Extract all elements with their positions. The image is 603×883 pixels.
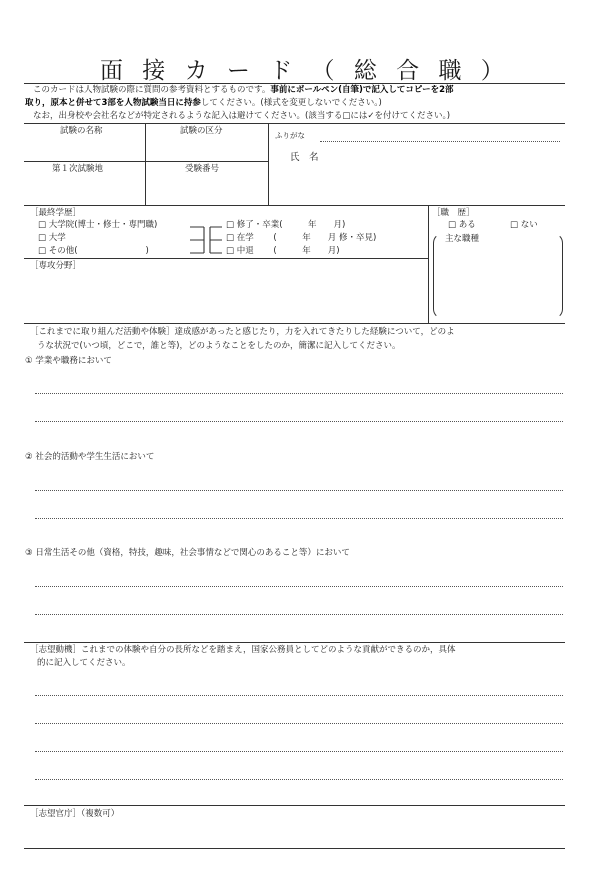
education-heading: ［最終学歴］ [30,208,82,218]
education-option-other[interactable]: □ その他( ) [38,246,149,256]
education-status-completed[interactable]: □ 修了・卒業( 年 月) [226,220,346,230]
desired-office-bottom-line [24,848,565,849]
intro-line-2-bold: 取り，原本と併せて3部を人物試験当日に持参 [25,98,201,108]
exam-name-label: 試験の名称 [60,126,103,136]
intro-line-1-bold: 事前にボールペン(自筆)で記入してコピーを2部 [270,85,454,95]
intro-line-2 [25,98,382,109]
furigana-field[interactable] [320,141,560,142]
edu-work-divider [428,205,429,323]
education-option-university[interactable]: □ 大学 [38,233,66,243]
activities-intro-line-1: ［これまでに取り組んだ活動や体験］達成感があったと感じたり，力を入れてきたりした経験について，どのよ [30,327,455,337]
answer-line[interactable] [35,393,563,394]
header-table-bottom [24,205,565,206]
top-rule [24,83,565,84]
activities-item-1: ① 学業や職務において [25,356,112,366]
answer-line[interactable] [35,586,563,587]
furigana-label: ふりがな [275,131,305,140]
activities-intro-line-2: うな状況で(いつ頃，どこで，誰と等)，どのようなことをしたのか，簡潔に記入してください。 [37,341,401,351]
answer-line[interactable] [35,695,563,696]
intro-line-3: なお，出身校や会社名などが特定されるような記入は避けてください。(該当する□には✓を付けてください。) [33,111,451,121]
main-job-label: 主な職種 [445,234,480,244]
education-option-graduate[interactable]: □ 大学院(博士・修士・専門職) [38,220,158,230]
motivation-line-2: 的に記入してください。 [37,658,131,668]
motivation-top-line [24,642,565,643]
name-label: 氏 名 [290,152,319,163]
work-history-yes[interactable]: □ ある [448,220,476,230]
header-mid-line [24,161,268,162]
exam-number-label: 受験番号 [185,164,220,174]
desired-office-top-line [24,805,565,806]
intro-line-2-normal: してください。(様式を変更しないでください。) [200,98,382,108]
answer-line[interactable] [35,518,563,519]
answer-line[interactable] [35,614,563,615]
education-status-enrolled[interactable]: □ 在学 ( 年 月 修・卒見) [226,233,377,243]
motivation-line-1: ［志望動機］これまでの体験や自分の長所などを踏まえ，国家公務員としてどのような貢献ができるのか，具体 [30,645,456,655]
header-divider-2 [268,123,269,205]
header-table-top [24,123,565,124]
page-title: 面 接 カ ー ド （ 総 合 職 ） [100,58,510,84]
answer-line[interactable] [35,751,563,752]
header-divider-1 [145,123,146,205]
desired-office-label: ［志望官庁］（複数可） [30,809,120,819]
exam-category-label: 試験の区分 [180,126,223,136]
edu-bottom-line [24,258,428,259]
bracket-connector-icon [190,221,224,257]
edu-section-bottom [24,323,565,324]
main-job-box[interactable] [433,233,563,319]
first-exam-location-label: 第１次試験地 [52,164,104,174]
work-history-no[interactable]: □ ない [510,220,538,230]
answer-line[interactable] [35,490,563,491]
activities-item-3: ③ 日常生活その他（資格，特技，趣味，社会事情などで関心のあること等）において [25,548,350,558]
work-history-heading: ［職 歴］ [432,208,475,218]
activities-item-2: ② 社会的活動や学生生活において [25,452,155,462]
education-status-withdrawn[interactable]: □ 中退 ( 年 月) [226,246,340,256]
intro-line-1 [33,85,454,96]
major-heading: ［専攻分野］ [30,261,82,271]
answer-line[interactable] [35,421,563,422]
answer-line[interactable] [35,779,563,780]
answer-line[interactable] [35,723,563,724]
intro-line-1-normal: このカードは人物試験の際に質問の参考資料とするものです。 [33,85,271,95]
